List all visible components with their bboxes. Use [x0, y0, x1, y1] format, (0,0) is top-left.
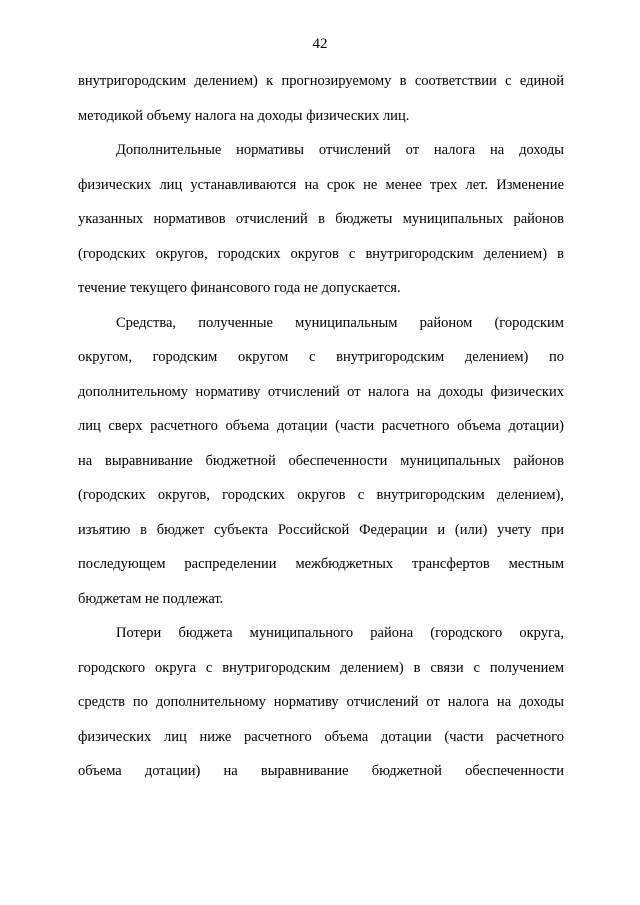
- paragraph-4-line-4: физических лиц ниже расчетного объема дотации (части расчетного: [78, 728, 564, 745]
- paragraph-2-line-1: Дополнительные нормативы отчислений от налога на доходы: [116, 142, 564, 158]
- paragraph-2-line-2: физических лиц устанавливаются на срок не менее трех лет. Изменение: [78, 176, 564, 193]
- paragraph-3-line-9: бюджетам не подлежат.: [78, 590, 224, 607]
- paragraph-3-line-5: на выравнивание бюджетной обеспеченности муниципальных районов: [78, 452, 564, 469]
- paragraph-3-line-8: последующем распределении межбюджетных трансфертов местным: [78, 556, 564, 572]
- paragraph-1-line-2: методикой объему налога на доходы физических лиц.: [78, 107, 410, 124]
- paragraph-3-line-7: изъятию в бюджет субъекта Российской Федерации и (или) учету при: [78, 521, 564, 538]
- paragraph-1-line-1: внутригородским делением) к прогнозируемому в соответствии с единой: [78, 73, 564, 89]
- paragraph-3-line-2: округом, городским округом с внутригородским делением) по: [78, 349, 564, 365]
- paragraph-3-line-1: Средства, полученные муниципальным районом (городским: [116, 314, 564, 331]
- paragraph-4-line-1: Потери бюджета муниципального района (городского округа,: [116, 625, 564, 641]
- paragraph-3-line-6: (городских округов, городских округов с внутригородским делением),: [78, 487, 564, 503]
- paragraph-4-line-2: городского округа с внутригородским делением) в связи с получением: [78, 659, 564, 676]
- paragraph-3-line-3: дополнительному нормативу отчислений от налога на доходы физических: [78, 383, 564, 400]
- page-number: 42: [312, 36, 328, 52]
- paragraph-4-line-3: средств по дополнительному нормативу отчислений от налога на доходы: [78, 694, 564, 710]
- paragraph-2-line-5: течение текущего финансового года не допускается.: [78, 280, 401, 296]
- paragraph-2-line-3: указанных нормативов отчислений в бюджеты муниципальных районов: [78, 211, 564, 227]
- paragraph-3-line-4: лиц сверх расчетного объема дотации (части расчетного объема дотации): [78, 418, 564, 434]
- paragraph-4-line-5: объема дотации) на выравнивание бюджетной обеспеченности: [78, 763, 564, 779]
- paragraph-2-line-4: (городских округов, городских округов с внутригородским делением) в: [78, 245, 564, 262]
- document-body: [78, 64, 564, 789]
